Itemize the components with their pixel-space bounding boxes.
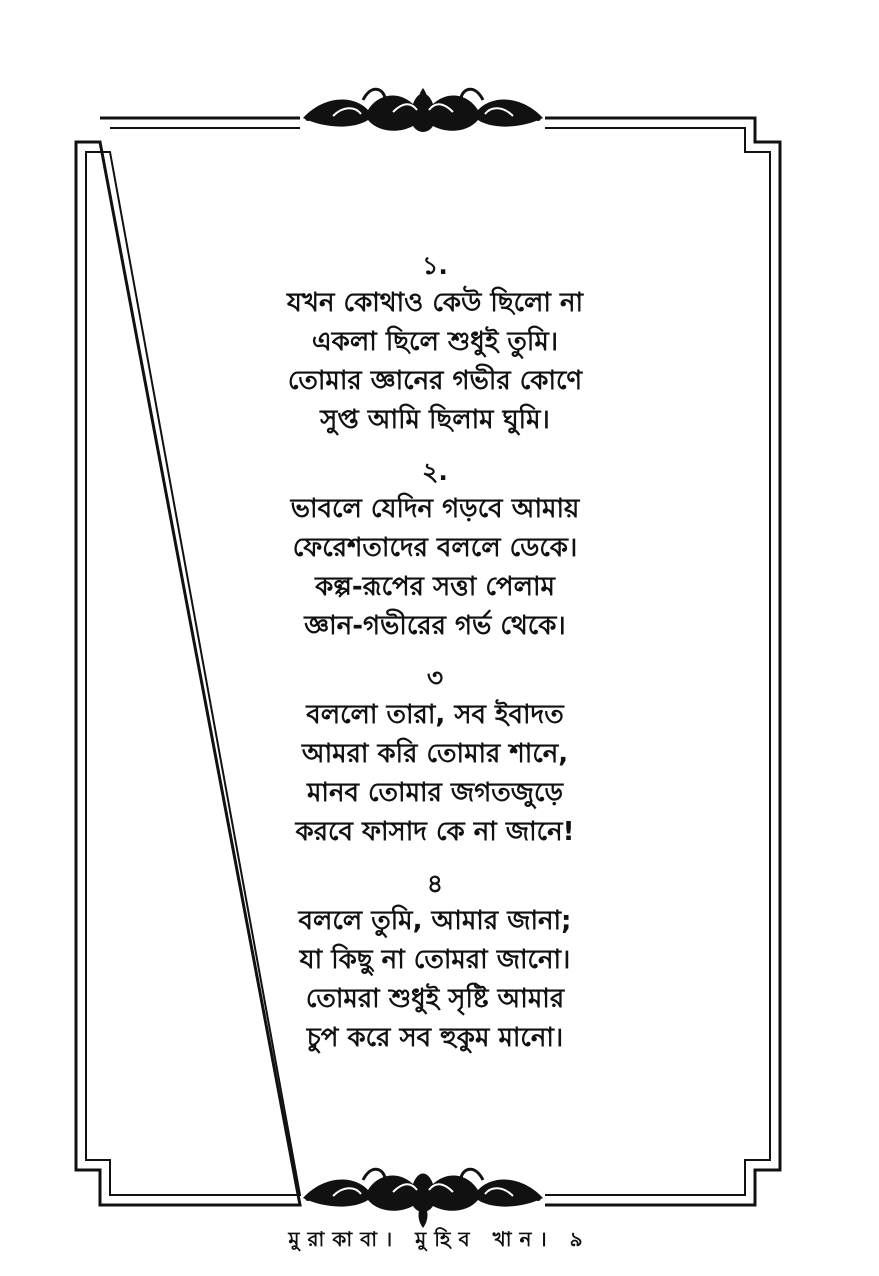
stanza-3 [150,660,720,852]
top-ornament [303,88,543,132]
poem-line: কল্প-রূপের সত্তা পেলাম [315,572,555,602]
poem-line: বললো তারা, সব ইবাদত [306,700,564,730]
stanza-4 [150,866,720,1058]
poem-line: জ্ঞান-গভীরের গর্ভ থেকে। [304,611,566,641]
poem-line: ভাবলে যেদিন গড়বে আমায় [290,494,580,524]
poem-line: তোমার জ্ঞানের গভীর কোণে [287,366,583,396]
poem [150,248,720,1072]
bottom-ornament [303,1169,543,1228]
stanza-number: ৪ [426,869,444,898]
stanza-1 [150,248,720,440]
stanza-number: ৩ [426,663,444,692]
stanza-2 [150,454,720,646]
poem-line: আমরা করি তোমার শানে, [301,739,569,769]
poem-line: সুপ্ত আমি ছিলাম ঘুমি। [320,405,550,435]
poem-line: বললে তুমি, আমার জানা; [298,906,572,936]
poem-line: মানব তোমার জগতজুড়ে [306,778,564,808]
stanza-number: ২. [422,457,448,486]
poem-line: যখন কোথাও কেউ ছিলো না [286,288,584,318]
poem-line: একলা ছিলে শুধুই তুমি। [311,327,559,357]
poem-line: করবে ফাসাদ কে না জানে! [295,817,575,847]
poem-line: তোমরা শুধুই সৃষ্টি আমার [305,984,565,1014]
stanza-number: ১. [422,251,448,280]
poem-line: যা কিছু না তোমরা জানো। [299,945,571,975]
poem-line: চুপ করে সব হুকুম মানো। [306,1023,564,1053]
page-footer: মুরাকাবা। মুহিব খান। ৯ [288,1227,591,1251]
poem-line: ফেরেশতাদের বললে ডেকে। [292,533,578,563]
